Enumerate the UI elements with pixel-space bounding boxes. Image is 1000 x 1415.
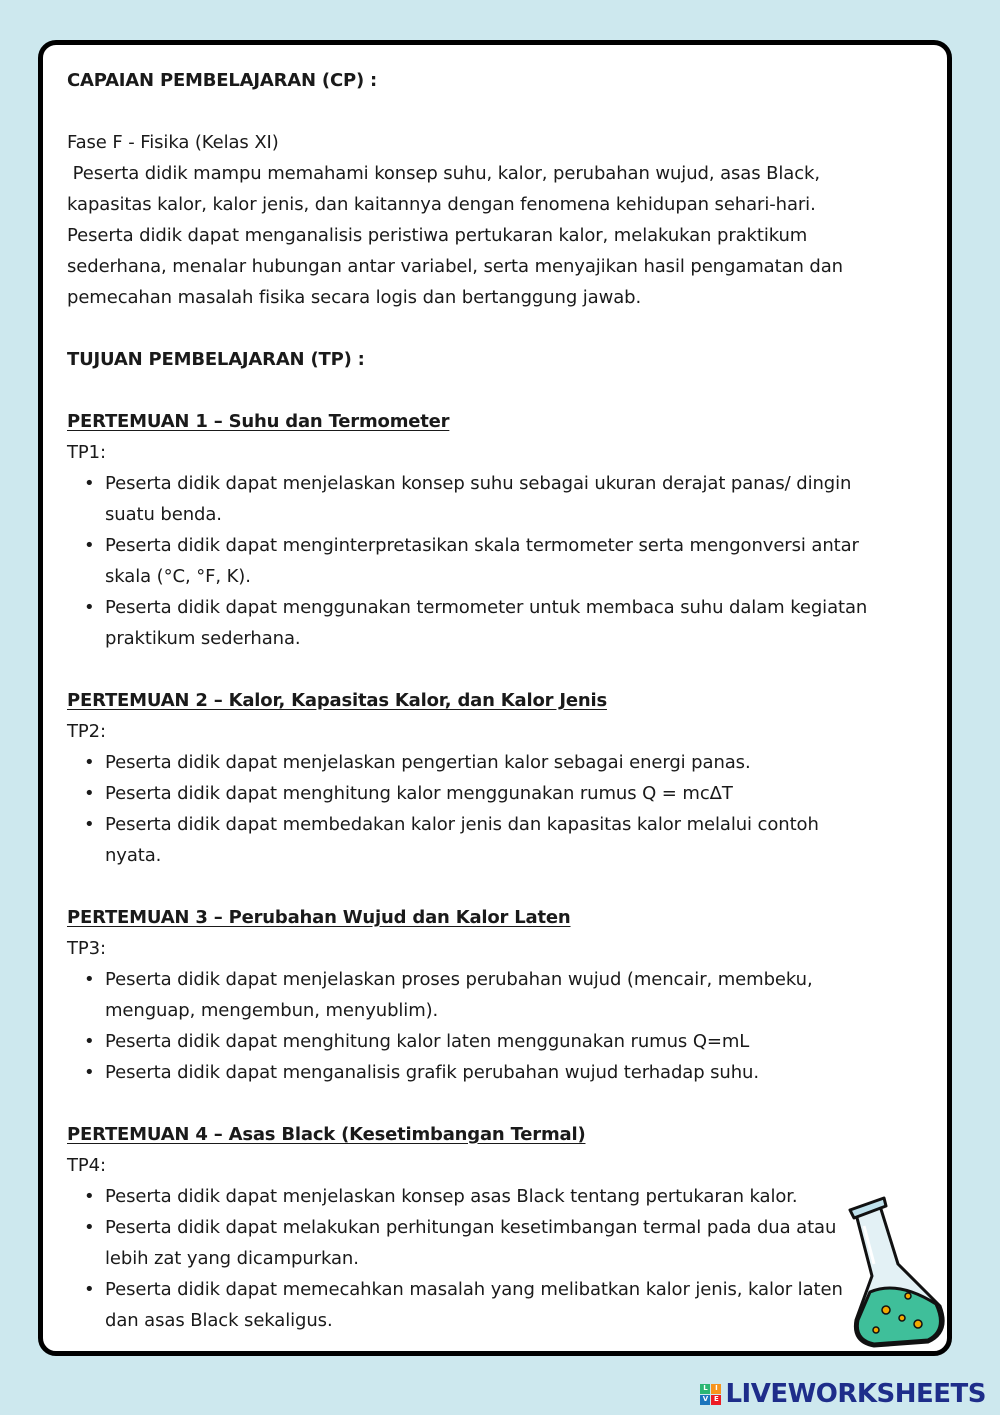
meeting-1-title: PERTEMUAN 1 – Suhu dan Termometer bbox=[67, 411, 450, 432]
meeting-1-objectives bbox=[67, 468, 917, 654]
objective-line: suatu benda. bbox=[105, 504, 222, 525]
flask-icon bbox=[846, 1192, 948, 1352]
objective-line: • Peserta didik dapat menjelaskan konsep suhu sebagai ukuran derajat panas/ dingin bbox=[105, 473, 852, 494]
objective-line: nyata. bbox=[105, 845, 162, 866]
meeting-2-title: PERTEMUAN 2 – Kalor, Kapasitas Kalor, dan Kalor Jenis bbox=[67, 690, 607, 711]
meeting-4-objectives bbox=[67, 1181, 917, 1336]
cp-line: sederhana, menalar hubungan antar variabel, serta menyajikan hasil pengamatan dan bbox=[67, 256, 843, 277]
objective-item bbox=[105, 468, 917, 530]
meeting-2-tp-label: TP2: bbox=[67, 721, 106, 742]
objective-line: • Peserta didik dapat memecahkan masalah yang melibatkan kalor jenis, kalor laten bbox=[105, 1279, 843, 1300]
meeting-3-objectives bbox=[67, 964, 917, 1088]
logo-letter: E bbox=[711, 1395, 721, 1405]
objective-line: • Peserta didik dapat membedakan kalor jenis dan kapasitas kalor melalui contoh bbox=[105, 814, 819, 835]
meeting-1-tp-label: TP1: bbox=[67, 442, 106, 463]
objective-line: • Peserta didik dapat melakukan perhitungan kesetimbangan termal pada dua atau bbox=[105, 1217, 837, 1238]
worksheet-card bbox=[38, 40, 952, 1356]
objective-line: menguap, mengembun, menyublim). bbox=[105, 1000, 439, 1021]
meeting-4-tp-label: TP4: bbox=[67, 1155, 106, 1176]
meeting-3-tp-label: TP3: bbox=[67, 938, 106, 959]
objective-item bbox=[105, 530, 917, 592]
objective-item bbox=[105, 1057, 917, 1088]
objective-line: • Peserta didik dapat menghitung kalor laten menggunakan rumus Q=mL bbox=[105, 1031, 750, 1052]
objective-item bbox=[105, 1026, 917, 1057]
objective-item bbox=[105, 1274, 917, 1336]
objective-item bbox=[105, 809, 917, 871]
objective-line: • Peserta didik dapat menjelaskan pengertian kalor sebagai energi panas. bbox=[105, 752, 751, 773]
objective-item bbox=[105, 1181, 917, 1212]
objective-line: lebih zat yang dicampurkan. bbox=[105, 1248, 359, 1269]
cp-line: Peserta didik mampu memahami konsep suhu, kalor, perubahan wujud, asas Black, bbox=[67, 163, 820, 184]
objective-line: • Peserta didik dapat menjelaskan konsep asas Black tentang pertukaran kalor. bbox=[105, 1186, 798, 1207]
cp-heading: CAPAIAN PEMBELAJARAN (CP) : bbox=[67, 70, 378, 91]
live-logo-icon bbox=[700, 1384, 721, 1405]
objective-line: praktikum sederhana. bbox=[105, 628, 301, 649]
objective-item bbox=[105, 1212, 917, 1274]
logo-letter: V bbox=[700, 1395, 710, 1405]
logo-letter: L bbox=[700, 1384, 710, 1394]
objective-line: • Peserta didik dapat menggunakan termometer untuk membaca suhu dalam kegiatan bbox=[105, 597, 868, 618]
objective-line: • Peserta didik dapat menghitung kalor menggunakan rumus Q = mcΔT bbox=[105, 783, 733, 804]
objective-item bbox=[105, 592, 917, 654]
meeting-2-objectives bbox=[67, 747, 917, 871]
objective-item bbox=[105, 747, 917, 778]
objective-line: • Peserta didik dapat menginterpretasikan skala termometer serta mengonversi antar bbox=[105, 535, 859, 556]
objective-item bbox=[105, 778, 917, 809]
objective-line: • Peserta didik dapat menjelaskan proses perubahan wujud (mencair, membeku, bbox=[105, 969, 813, 990]
brand-name: LIVEWORKSHEETS bbox=[725, 1379, 986, 1409]
cp-line: pemecahan masalah fisika secara logis dan bertanggung jawab. bbox=[67, 287, 642, 308]
liveworksheets-logo[interactable] bbox=[700, 1379, 986, 1409]
objective-line: • Peserta didik dapat menganalisis grafik perubahan wujud terhadap suhu. bbox=[105, 1062, 759, 1083]
meeting-3-title: PERTEMUAN 3 – Perubahan Wujud dan Kalor Laten bbox=[67, 907, 571, 928]
cp-phase: Fase F - Fisika (Kelas XI) bbox=[67, 132, 279, 153]
logo-letter: I bbox=[711, 1384, 721, 1394]
objective-line: skala (°C, °F, K). bbox=[105, 566, 251, 587]
meeting-4-title: PERTEMUAN 4 – Asas Black (Kesetimbangan Termal) bbox=[67, 1124, 586, 1145]
objective-item bbox=[105, 964, 917, 1026]
cp-line: kapasitas kalor, kalor jenis, dan kaitannya dengan fenomena kehidupan sehari-hari. bbox=[67, 194, 816, 215]
objective-line: dan asas Black sekaligus. bbox=[105, 1310, 333, 1331]
cp-line: Peserta didik dapat menganalisis peristiwa pertukaran kalor, melakukan praktikum bbox=[67, 225, 808, 246]
tp-heading: TUJUAN PEMBELAJARAN (TP) : bbox=[67, 349, 365, 370]
